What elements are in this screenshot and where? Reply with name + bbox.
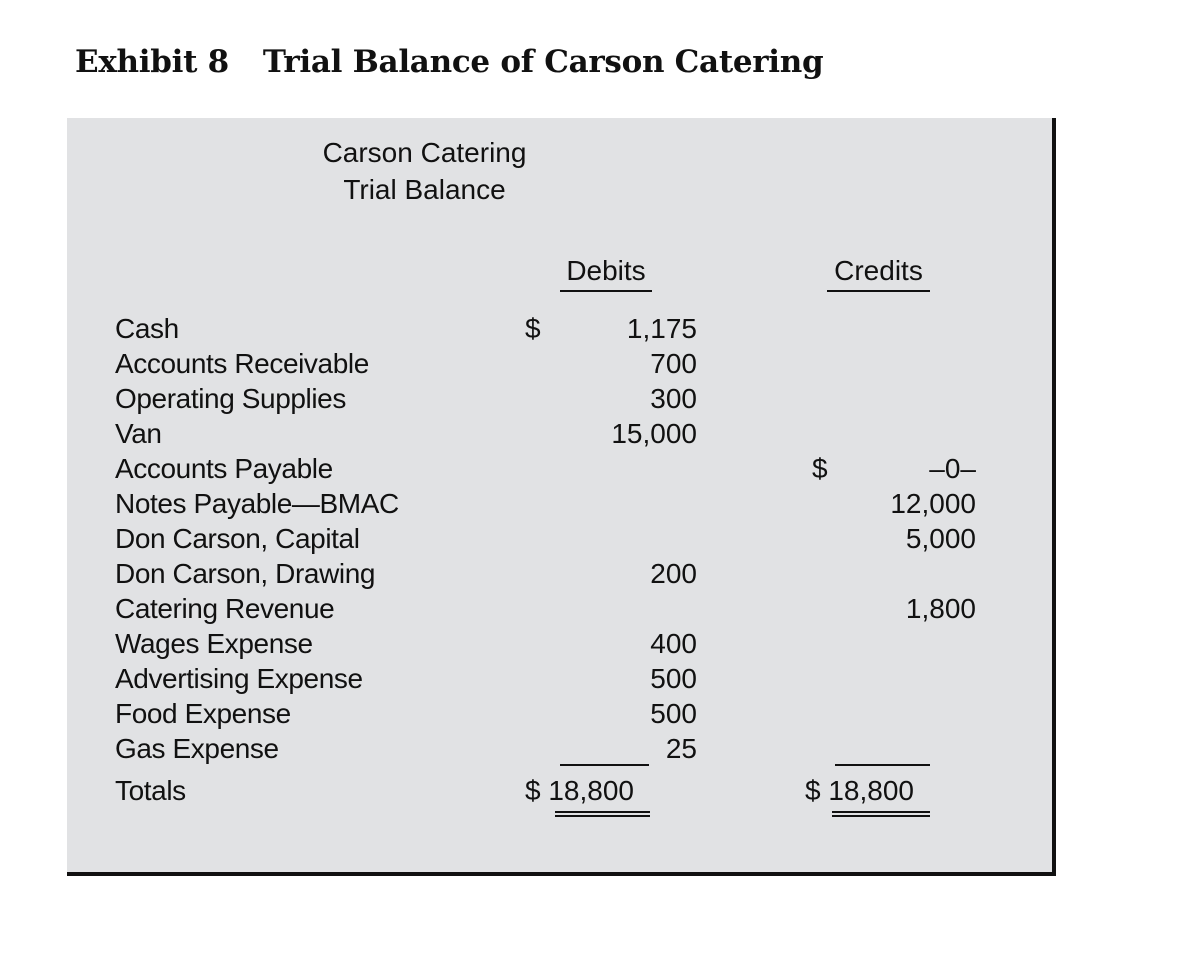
statement-header (302, 134, 547, 208)
debit-subtotal-rule (560, 764, 649, 766)
credit-currency-symbol: $ (812, 453, 828, 484)
table-row (115, 731, 1015, 766)
debit-amount: 25 (665, 733, 697, 764)
table-row (115, 416, 1015, 451)
table-row (115, 591, 1015, 626)
trial-balance-panel (67, 118, 1056, 876)
account-rows (115, 311, 1015, 766)
table-row (115, 346, 1015, 381)
account-name: Catering Revenue (115, 593, 335, 624)
debit-amount: 200 (650, 558, 697, 589)
table-row (115, 696, 1015, 731)
account-name: Notes Payable—BMAC (115, 488, 399, 519)
table-row (115, 626, 1015, 661)
table-row (115, 311, 1015, 346)
account-name: Accounts Payable (115, 453, 333, 484)
debit-amount: 1,175 (626, 313, 697, 344)
exhibit-number: Exhibit 8 (75, 44, 229, 80)
debits-column-header: Debits (560, 255, 652, 292)
table-row (115, 556, 1015, 591)
table-row (115, 521, 1015, 556)
debit-amount: 300 (650, 383, 697, 414)
account-name: Advertising Expense (115, 663, 363, 694)
credit-subtotal-rule (835, 764, 930, 766)
table-row (115, 486, 1015, 521)
report-name: Trial Balance (343, 174, 506, 205)
table-row (115, 381, 1015, 416)
account-name: Food Expense (115, 698, 291, 729)
debit-currency-symbol: $ (525, 313, 541, 344)
total-debits: $ 18,800 (525, 775, 634, 806)
credit-amount: 1,800 (905, 593, 976, 624)
account-name: Accounts Receivable (115, 348, 369, 379)
account-name: Van (115, 418, 162, 449)
account-name: Don Carson, Capital (115, 523, 360, 554)
table-row (115, 661, 1015, 696)
debit-amount: 500 (650, 663, 697, 694)
credit-amount: 12,000 (890, 488, 976, 519)
debit-total-double-rule (555, 811, 650, 817)
debit-amount: 15,000 (611, 418, 697, 449)
totals-label: Totals (115, 775, 186, 806)
totals-row (115, 773, 1015, 808)
debit-amount: 500 (650, 698, 697, 729)
credits-column-header: Credits (827, 255, 930, 292)
company-name: Carson Catering (322, 137, 527, 168)
account-name: Gas Expense (115, 733, 279, 764)
credit-amount: –0– (929, 453, 976, 484)
exhibit-heading (75, 44, 823, 80)
account-name: Wages Expense (115, 628, 313, 659)
credit-amount: 5,000 (905, 523, 976, 554)
total-credits: $ 18,800 (805, 775, 914, 806)
exhibit-title: Trial Balance of Carson Catering (262, 44, 824, 80)
debit-amount: 400 (650, 628, 697, 659)
account-name: Cash (115, 313, 179, 344)
account-name: Don Carson, Drawing (115, 558, 376, 589)
table-row (115, 451, 1015, 486)
account-name: Operating Supplies (115, 383, 346, 414)
debit-amount: 700 (650, 348, 697, 379)
credit-total-double-rule (832, 811, 930, 817)
